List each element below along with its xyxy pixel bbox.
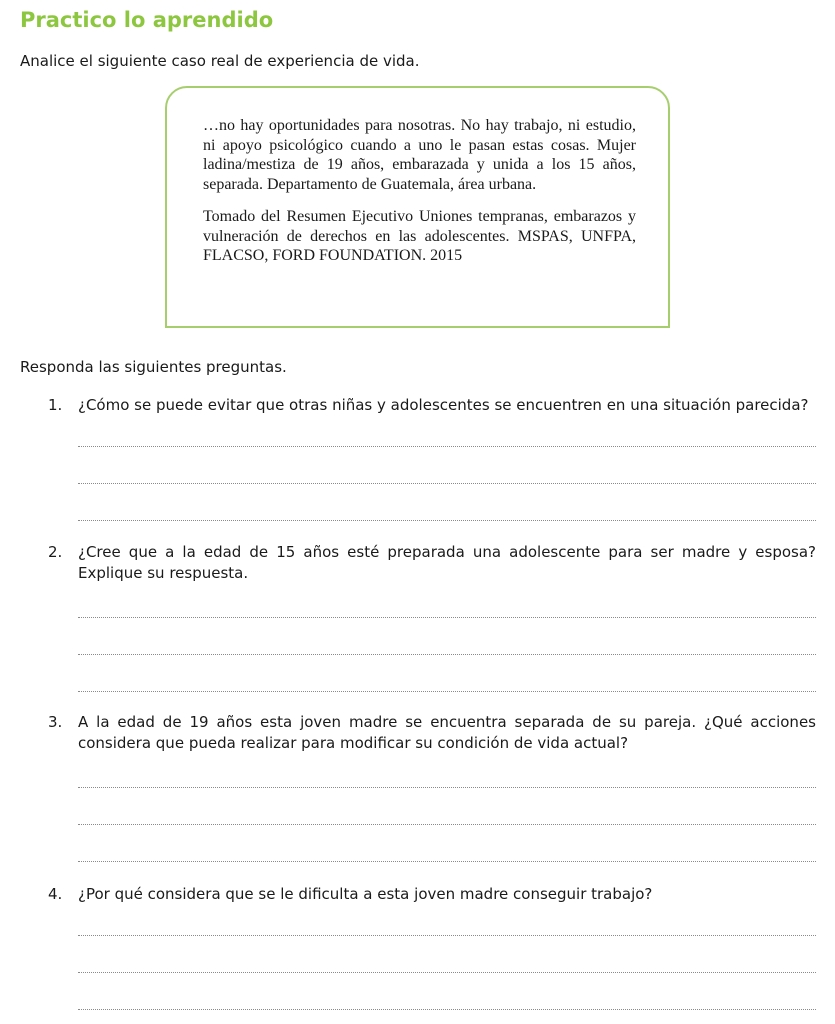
case-source: Tomado del Resumen Ejecutivo Uniones tempranas, embarazos y vulneración de derechos en las adolescentes. MSPAS, UNFPA, FLACSO, FORD FOUNDATION. 2015 bbox=[203, 208, 636, 264]
question-text: ¿Por qué considera que se le dificulta a esta joven madre conseguir trabajo? bbox=[78, 885, 653, 903]
answer-line-2c[interactable] bbox=[78, 691, 816, 692]
question-number: 2. bbox=[48, 543, 63, 561]
answer-line-2a[interactable] bbox=[78, 617, 816, 618]
answer-line-3b[interactable] bbox=[78, 824, 816, 825]
question-1 bbox=[48, 395, 816, 416]
question-3 bbox=[48, 712, 816, 754]
page-title: Practico lo aprendido bbox=[20, 8, 274, 32]
answer-line-3c[interactable] bbox=[78, 861, 816, 862]
question-text: ¿Cómo se puede evitar que otras niñas y adolescentes se encuentren en una situación parecida? bbox=[78, 396, 809, 414]
intro-text: Analice el siguiente caso real de experiencia de vida. bbox=[20, 52, 420, 70]
question-text: ¿Cree que a la edad de 15 años esté preparada una adolescente para ser madre y esposa? Explique su respuesta. bbox=[78, 543, 816, 582]
case-quote-box bbox=[165, 86, 670, 328]
question-number: 4. bbox=[48, 885, 63, 903]
question-number: 1. bbox=[48, 396, 63, 414]
case-quote: …no hay oportunidades para nosotras. No hay trabajo, ni estudio, ni apoyo psicológico cuando a uno le pasan estas cosas. Mujer ladina/mestiza de 19 años, embarazada y unida a los 15 años, separada. Departamento de Guatemala, área urbana. bbox=[203, 117, 636, 193]
answer-line-2b[interactable] bbox=[78, 654, 816, 655]
answer-line-1b[interactable] bbox=[78, 483, 816, 484]
answer-line-3a[interactable] bbox=[78, 787, 816, 788]
answer-line-1a[interactable] bbox=[78, 446, 816, 447]
answer-line-4b[interactable] bbox=[78, 972, 816, 973]
question-number: 3. bbox=[48, 713, 63, 731]
questions-prompt: Responda las siguientes preguntas. bbox=[20, 358, 287, 376]
answer-line-4a[interactable] bbox=[78, 935, 816, 936]
question-text: A la edad de 19 años esta joven madre se encuentra separada de su pareja. ¿Qué acciones considera que pueda realizar para modificar su condición de vida actual? bbox=[78, 713, 816, 752]
question-2 bbox=[48, 542, 816, 584]
answer-line-4c[interactable] bbox=[78, 1009, 816, 1010]
question-4 bbox=[48, 884, 816, 905]
answer-line-1c[interactable] bbox=[78, 520, 816, 521]
